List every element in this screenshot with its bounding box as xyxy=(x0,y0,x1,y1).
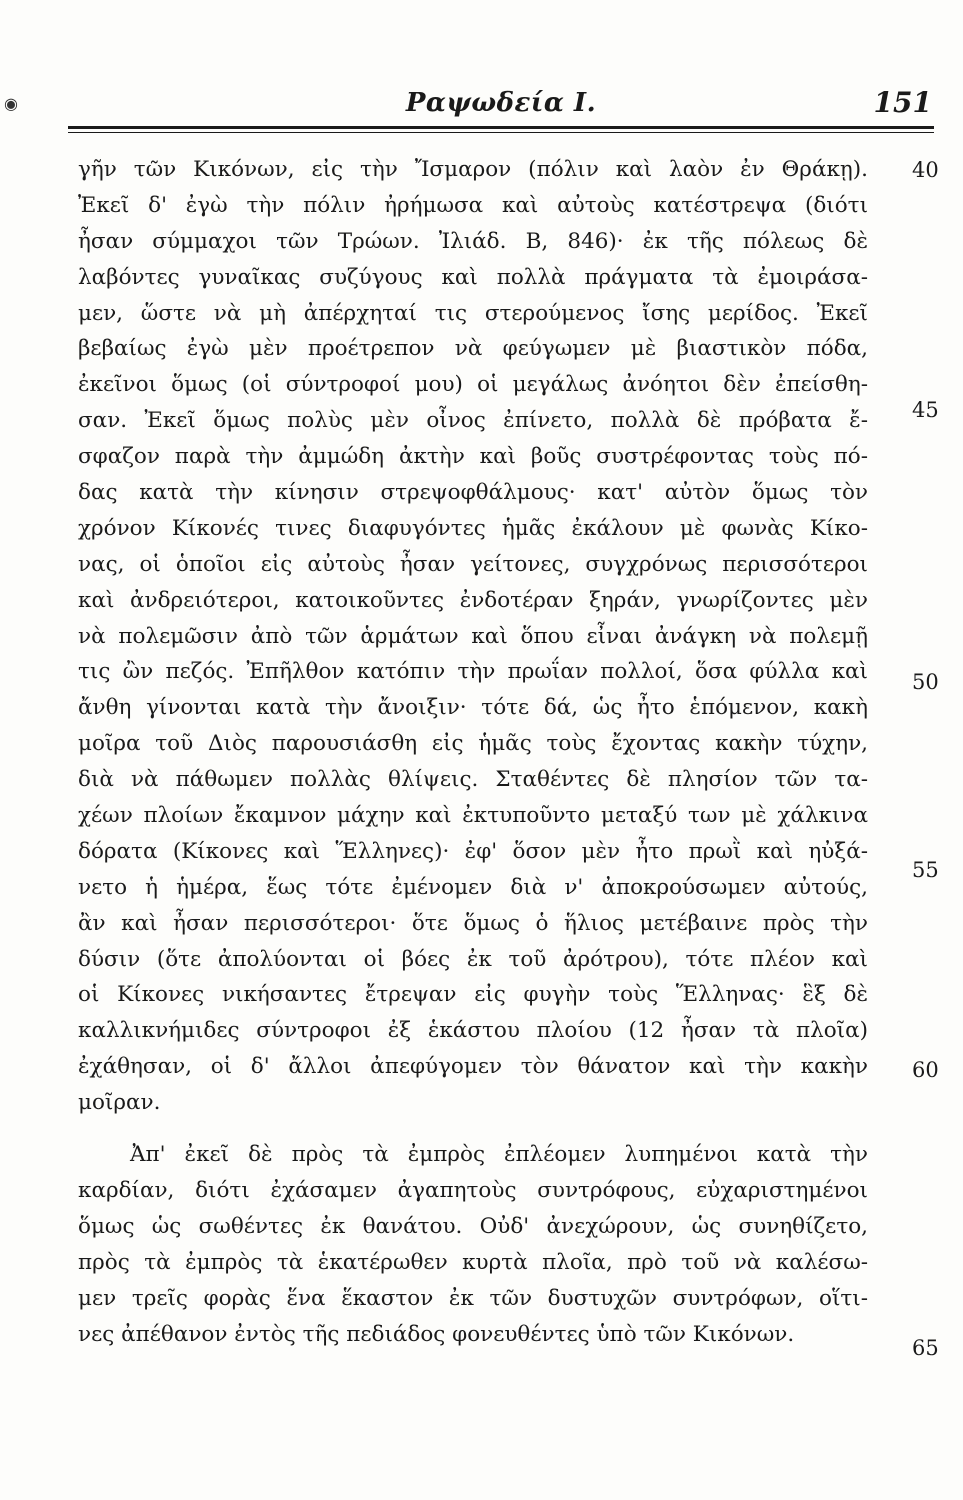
text-line: ἄνθη γίνονται κατὰ τὴν ἄνοιξιν· τότε δά, ὡς ἦτο ἑπόμενον, κακὴ xyxy=(78,695,868,721)
line-number: 45 xyxy=(912,398,939,422)
text-line: μεν, ὥστε νὰ μὴ ἀπέρχηταί τις στερούμενος ἴσης μερίδος. Ἐκεῖ xyxy=(78,300,868,326)
text-line: διὰ νὰ πάθωμεν πολλὰς θλίψεις. Σταθέντες δὲ πλησίον τῶν τα- xyxy=(78,767,868,793)
text-line: καὶ ἀνδρειότεροι, κατοικοῦντες ἐνδοτέραν ξηράν, γνωρίζοντες μὲν xyxy=(78,587,868,613)
text-line: νας, οἱ ὁποῖοι εἰς αὐτοὺς ἦσαν γείτονες, συγχρόνως περισσότεροι xyxy=(78,551,868,577)
text-line: δόρατα (Κίκονες καὶ Ἕλληνες)· ἐφ' ὅσον μὲν ἦτο πρωῒ καὶ ηὐξά- xyxy=(78,838,868,864)
text-line: ἦσαν σύμμαχοι τῶν Τρώων. Ἰλιάδ. Β, 846)· ἐκ τῆς πόλεως δὲ xyxy=(78,228,868,254)
text-line: νετο ἡ ἡμέρα, ἕως τότε ἐμένομεν διὰ ν' ἀποκρούσωμεν αὐτούς, xyxy=(78,874,868,900)
line-number: 65 xyxy=(912,1336,939,1360)
text-line: ἐκεῖνοι ὅμως (οἱ σύντροφοί μου) οἱ μεγάλως ἀνόητοι δὲν ἐπείσθη- xyxy=(78,372,868,398)
page-header xyxy=(70,86,932,126)
line-number: 40 xyxy=(912,158,939,182)
text-line: καρδίαν, διότι ἐχάσαμεν ἀγαπητοὺς συντρόφους, εὐχαριστημένοι xyxy=(78,1177,868,1203)
line-number: 60 xyxy=(912,1058,939,1082)
text-line: χέων πλοίων ἔκαμνον μάχην καὶ ἐκτυποῦντο μεταξύ των μὲ χάλκινα xyxy=(78,803,868,829)
text-line: Ἀπ' ἐκεῖ δὲ πρὸς τὰ ἐμπρὸς ἐπλέομεν λυπημένοι κατὰ τὴν xyxy=(130,1142,868,1168)
text-line: δας κατὰ τὴν κίνησιν στρεψοφθάλμους· κατ' αὐτὸν ὅμως τὸν xyxy=(78,480,868,506)
paragraph-gap xyxy=(78,1121,868,1137)
text-line: μοῖραν. xyxy=(78,1090,161,1116)
text-line: νὰ πολεμῶσιν ἀπὸ τῶν ἁρμάτων καὶ ὅπου εἶναι ἀνάγκη νὰ πολεμῇ xyxy=(78,623,868,649)
line-number: 55 xyxy=(912,858,939,882)
text-line: ὅμως ὡς σωθέντες ἐκ θανάτου. Οὐδ' ἀνεχώρουν, ὡς συνηθίζετο, xyxy=(78,1213,868,1239)
text-line: βεβαίως ἐγὼ μὲν προέτρεπον νὰ φεύγωμεν μὲ βιαστικὸν πόδα, xyxy=(78,336,868,362)
text-line: ἐχάθησαν, οἱ δ' ἄλλοι ἀπεφύγομεν τὸν θάνατον καὶ τὴν κακὴν xyxy=(78,1054,868,1080)
margin-mark-icon: ◉ xyxy=(4,94,18,113)
text-line: σφαζον παρὰ τὴν ἀμμώδη ἀκτὴν καὶ βοῦς συστρέφοντας τοὺς πό- xyxy=(78,444,868,470)
header-rule-thin xyxy=(68,132,934,133)
text-line: γῆν τῶν Κικόνων, εἰς τὴν Ἴσμαρον (πόλιν καὶ λαὸν ἐν Θράκῃ). xyxy=(78,157,868,182)
line-number: 50 xyxy=(912,670,939,694)
text-line: μοῖρα τοῦ Διὸς παρουσιάσθη εἰς ἡμᾶς τοὺς ἔχοντας κακὴν τύχην, xyxy=(78,731,868,757)
running-head: Ραψωδεία Ι. xyxy=(405,88,597,118)
text-line: Ἐκεῖ δ' ἐγὼ τὴν πόλιν ἠρήμωσα καὶ αὐτοὺς κατέστρεψα (διότι xyxy=(78,192,868,218)
page-number: 151 xyxy=(873,86,932,119)
text-line: καλλικνήμιδες σύντροφοι ἐξ ἑκάστου πλοίου (12 ἦσαν τὰ πλοῖα) xyxy=(78,1018,868,1044)
header-rule-thick xyxy=(68,126,934,129)
text-line: πρὸς τὰ ἐμπρὸς τὰ ἑκατέρωθεν κυρτὰ πλοῖα, πρὸ τοῦ νὰ καλέσω- xyxy=(78,1249,868,1275)
text-line: μεν τρεῖς φορὰς ἕνα ἕκαστον ἐκ τῶν δυστυχῶν συντρόφων, οἵτι- xyxy=(78,1285,868,1311)
body-text xyxy=(78,152,868,1352)
text-line: χρόνον Κίκονές τινες διαφυγόντες ἡμᾶς ἐκάλουν μὲ φωνὰς Κίκο- xyxy=(78,515,868,541)
text-line: ἂν καὶ ἦσαν περισσότεροι· ὅτε ὅμως ὁ ἥλιος μετέβαινε πρὸς τὴν xyxy=(78,910,868,936)
text-line: σαν. Ἐκεῖ ὅμως πολὺς μὲν οἶνος ἐπίνετο, πολλὰ δὲ πρόβατα ἔ- xyxy=(78,408,868,434)
text-line: τις ὢν πεζός. Ἐπῆλθον κατόπιν τὴν πρωΐαν πολλοί, ὅσα φύλλα καὶ xyxy=(78,659,868,685)
text-line: νες ἀπέθανον ἐντὸς τῆς πεδιάδος φονευθέντες ὑπὸ τῶν Κικόνων. xyxy=(78,1321,795,1347)
text-line: οἱ Κίκονες νικήσαντες ἔτρεψαν εἰς φυγὴν τοὺς Ἕλληνας· ἓξ δὲ xyxy=(78,982,868,1008)
text-line: δύσιν (ὅτε ἀπολύονται οἱ βόες ἐκ τοῦ ἀρότρου), τότε πλέον καὶ xyxy=(78,946,868,972)
text-line: λαβόντες γυναῖκας συζύγους καὶ πολλὰ πράγματα τὰ ἐμοιράσα- xyxy=(78,264,868,290)
